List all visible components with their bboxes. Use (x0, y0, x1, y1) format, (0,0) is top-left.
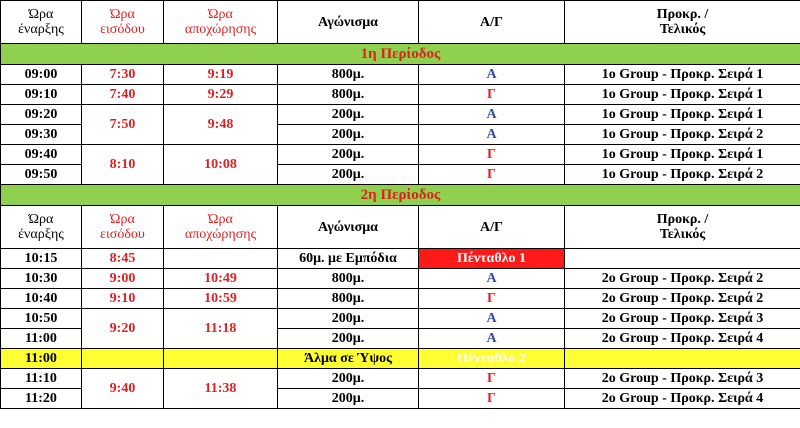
round-cell: 1ο Group - Προκρ. Σειρά 1 (565, 65, 800, 85)
start-time: 10:50 (1, 309, 82, 329)
event-cell: 800μ. (278, 85, 419, 105)
exit-time: 9:48 (164, 105, 278, 145)
table-row (1, 249, 800, 269)
table-row (1, 289, 800, 309)
period-title: 2η Περίοδος (1, 185, 800, 206)
col-header-entry: Ώρα εισόδου (82, 1, 164, 44)
round-cell: 1ο Group - Προκρ. Σειρά 1 (565, 85, 800, 105)
entry-time: 7:30 (82, 65, 164, 85)
entry-time: 7:50 (82, 105, 164, 145)
exit-time: 9:29 (164, 85, 278, 105)
event-cell: 200μ. (278, 125, 419, 145)
gender-cell: Γ (419, 389, 565, 409)
header-row (1, 206, 800, 249)
start-time: 09:10 (1, 85, 82, 105)
gender-cell: Γ (419, 145, 565, 165)
gender-cell: Γ (419, 165, 565, 185)
round-cell: 1ο Group - Προκρ. Σειρά 1 (565, 145, 800, 165)
pentathlon-badge: Πένταθλο 2 (419, 349, 565, 369)
gender-cell: Γ (419, 85, 565, 105)
round-cell: 2ο Group - Προκρ. Σειρά 2 (565, 289, 800, 309)
exit-time (164, 249, 278, 269)
entry-time: 8:10 (82, 145, 164, 185)
table-row (1, 309, 800, 329)
round-cell: 2ο Group - Προκρ. Σειρά 4 (565, 389, 800, 409)
col-header-exit: Ώρα αποχώρησης (164, 206, 278, 249)
start-time: 10:30 (1, 269, 82, 289)
gender-cell: Γ (419, 289, 565, 309)
start-time: 11:20 (1, 389, 82, 409)
event-cell: 800μ. (278, 289, 419, 309)
header-row (1, 1, 800, 44)
round-cell (565, 249, 800, 269)
start-time: 09:50 (1, 165, 82, 185)
event-cell: 200μ. (278, 369, 419, 389)
entry-time: 9:00 (82, 269, 164, 289)
exit-time: 9:19 (164, 65, 278, 85)
start-time: 09:20 (1, 105, 82, 125)
event-cell: 200μ. (278, 105, 419, 125)
col-header-exit: Ώρα αποχώρησης (164, 1, 278, 44)
start-time: 11:10 (1, 369, 82, 389)
gender-cell: Α (419, 125, 565, 145)
period-row (1, 185, 800, 206)
start-time: 10:40 (1, 289, 82, 309)
col-header-entry: Ώρα εισόδου (82, 206, 164, 249)
table-row (1, 65, 800, 85)
exit-time: 11:38 (164, 369, 278, 409)
period-title: 1η Περίοδος (1, 44, 800, 65)
round-cell: 2ο Group - Προκρ. Σειρά 3 (565, 369, 800, 389)
pentathlon-badge: Πένταθλο 1 (419, 249, 565, 269)
col-header-gender: Α/Γ (419, 206, 565, 249)
col-header-start: Ώρα έναρξης (1, 1, 82, 44)
event-cell: 200μ. (278, 329, 419, 349)
exit-time: 11:18 (164, 309, 278, 349)
round-cell: 2ο Group - Προκρ. Σειρά 4 (565, 329, 800, 349)
start-time: 11:00 (1, 349, 82, 369)
table-row (1, 369, 800, 389)
col-header-gender: Α/Γ (419, 1, 565, 44)
col-header-start: Ώρα έναρξης (1, 206, 82, 249)
exit-time: 10:59 (164, 289, 278, 309)
table-row (1, 105, 800, 125)
start-time: 11:00 (1, 329, 82, 349)
start-time: 09:40 (1, 145, 82, 165)
entry-time (82, 349, 164, 369)
start-time: 09:30 (1, 125, 82, 145)
exit-time: 10:49 (164, 269, 278, 289)
event-cell: 200μ. (278, 309, 419, 329)
col-header-event: Αγώνισμα (278, 1, 419, 44)
table-row-highlighted (1, 349, 800, 369)
table-row (1, 85, 800, 105)
col-header-round: Προκρ. / Τελικός (565, 206, 800, 249)
entry-time: 8:45 (82, 249, 164, 269)
period-row (1, 44, 800, 65)
round-cell: 1ο Group - Προκρ. Σειρά 1 (565, 105, 800, 125)
round-cell: 1ο Group - Προκρ. Σειρά 2 (565, 125, 800, 145)
col-header-round: Προκρ. / Τελικός (565, 1, 800, 44)
exit-time (164, 349, 278, 369)
gender-cell: Α (419, 65, 565, 85)
entry-time: 9:10 (82, 289, 164, 309)
start-time: 10:15 (1, 249, 82, 269)
event-cell: 200μ. (278, 145, 419, 165)
round-cell: 2ο Group - Προκρ. Σειρά 3 (565, 309, 800, 329)
gender-cell: Α (419, 269, 565, 289)
gender-cell: Α (419, 309, 565, 329)
entry-time: 9:20 (82, 309, 164, 349)
col-header-event: Αγώνισμα (278, 206, 419, 249)
gender-cell: Γ (419, 369, 565, 389)
exit-time: 10:08 (164, 145, 278, 185)
start-time: 09:00 (1, 65, 82, 85)
table-row (1, 269, 800, 289)
entry-time: 7:40 (82, 85, 164, 105)
gender-cell: Α (419, 105, 565, 125)
event-cell: 800μ. (278, 269, 419, 289)
round-cell (565, 349, 800, 369)
event-cell: Άλμα σε Ύψος (278, 349, 419, 369)
event-cell: 800μ. (278, 65, 419, 85)
event-cell: 60μ. με Εμπόδια (278, 249, 419, 269)
event-cell: 200μ. (278, 389, 419, 409)
table-row (1, 145, 800, 165)
round-cell: 1ο Group - Προκρ. Σειρά 2 (565, 165, 800, 185)
gender-cell: Α (419, 329, 565, 349)
entry-time: 9:40 (82, 369, 164, 409)
round-cell: 2ο Group - Προκρ. Σειρά 2 (565, 269, 800, 289)
event-cell: 200μ. (278, 165, 419, 185)
